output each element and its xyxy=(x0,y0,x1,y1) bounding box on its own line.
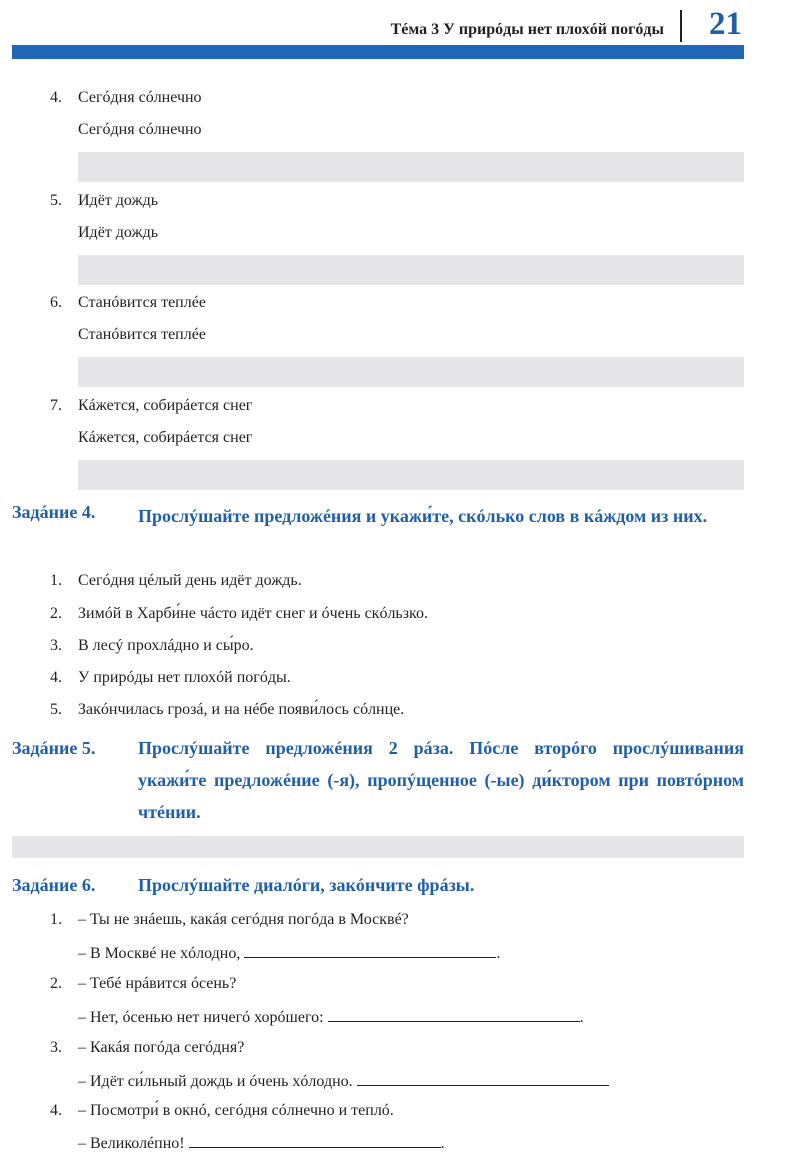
task-instruction: Прослýшайте предложéния 2 рáза. Пóсле вторóго прослýшивания укажи́те предложéние (-я), пропýщенное (-ые) ди́ктором при повтóрном чтéнии. xyxy=(138,738,744,822)
item-text: Станóвится теплéе xyxy=(78,294,206,311)
item-number: 5. xyxy=(50,701,62,718)
fill-in-blank[interactable] xyxy=(244,943,496,958)
item-number: 1. xyxy=(50,572,62,589)
dialog-question: – Посмотри́ в окнó, сегóдня сóлнечно и теплó. xyxy=(78,1102,394,1119)
item-number: 2. xyxy=(50,605,62,622)
item-text: Идёт дождь xyxy=(78,192,159,209)
task-label: Задáние 4. xyxy=(12,502,96,522)
item-number: 4. xyxy=(50,669,62,686)
fill-in-blank[interactable] xyxy=(328,1007,580,1022)
item-text: Зимóй в Харби́не чáсто идёт снег и óчень скóльзко. xyxy=(78,605,429,622)
dialog-answer-text: – В Москвé не хóлодно, xyxy=(78,945,241,962)
item-text-repeat: Станóвится теплéе xyxy=(78,326,206,343)
item-text-repeat: Кáжется, собирáется снег xyxy=(78,429,253,446)
item-number: 7. xyxy=(50,397,62,414)
fill-in-blank[interactable] xyxy=(189,1133,441,1148)
running-header-title: Тéма 3 У прирóды нет плохóй погóды xyxy=(390,21,664,38)
header-divider xyxy=(680,10,682,42)
item-number: 4. xyxy=(50,89,62,106)
dialog-question: – Ты не знáешь, какáя сегóдня погóда в Москвé? xyxy=(78,911,409,928)
task-label: Задáние 6. xyxy=(12,875,96,895)
header-bar xyxy=(12,45,744,59)
dialog-answer-text: – Идёт си́льный дождь и óчень хóлодно. xyxy=(78,1073,353,1090)
task-instruction: Прослýшайте предложéния и укажи́те, скóлько слов в кáждом из них. xyxy=(138,506,708,526)
dialog-number: 2. xyxy=(50,975,62,992)
dialog-answer-text: – Нет, óсенью нет ничегó хорóшего: xyxy=(78,1009,324,1026)
item-text: Кáжется, собирáется снег xyxy=(78,397,253,414)
item-text-repeat: Сегóдня сóлнечно xyxy=(78,121,202,138)
dialog-answer xyxy=(78,943,500,963)
dialog-answer-text: – Великолéпно! xyxy=(78,1135,185,1152)
answer-band xyxy=(12,836,744,858)
item-number: 5. xyxy=(50,192,62,209)
item-number: 3. xyxy=(50,637,62,654)
answer-band xyxy=(78,357,744,387)
item-text: Сегóдня сóлнечно xyxy=(78,89,202,106)
dialog-number: 1. xyxy=(50,911,62,928)
item-number: 6. xyxy=(50,294,62,311)
dialog-answer xyxy=(78,1007,584,1027)
answer-band xyxy=(78,255,744,285)
item-text: В лесý прохлáдно и сы́ро. xyxy=(78,637,254,654)
dialog-answer-end: . xyxy=(496,945,501,962)
item-text: Сегóдня цéлый день идёт дождь. xyxy=(78,572,302,589)
dialog-answer xyxy=(78,1133,445,1153)
dialog-answer-end: . xyxy=(440,1135,445,1152)
dialog-answer-end: . xyxy=(579,1009,584,1026)
dialog-question: – Тебé нрáвится óсень? xyxy=(78,975,237,992)
item-text: У прирóды нет плохóй погóды. xyxy=(78,669,291,686)
dialog-number: 4. xyxy=(50,1102,62,1119)
answer-band xyxy=(78,460,744,490)
fill-in-blank[interactable] xyxy=(357,1071,609,1086)
item-text-repeat: Идёт дождь xyxy=(78,224,159,241)
dialog-number: 3. xyxy=(50,1039,62,1056)
dialog-answer xyxy=(78,1071,609,1091)
dialog-question: – Какáя погóда сегóдня? xyxy=(78,1039,245,1056)
answer-band xyxy=(78,152,744,182)
item-text: Закóнчилась грозá, и на нéбе появи́лось сóлнце. xyxy=(78,701,405,718)
task-instruction: Прослýшайте диалóги, закóнчите фрáзы. xyxy=(138,875,475,895)
page-number: 21 xyxy=(709,6,742,42)
task-label: Задáние 5. xyxy=(12,738,96,758)
